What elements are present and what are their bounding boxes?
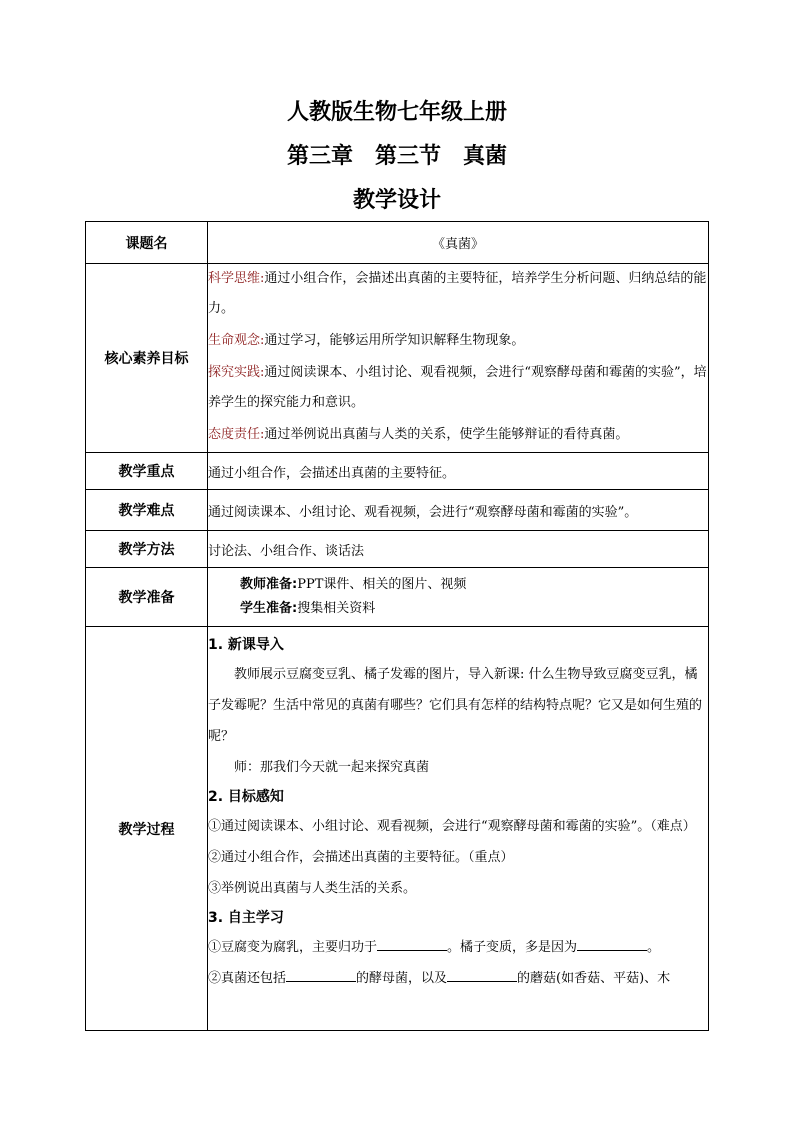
answer-blank — [447, 969, 517, 982]
core-goal-key: 探究实践: — [208, 365, 265, 380]
question-text: 。 — [647, 940, 661, 955]
topic-label: 课题名 — [86, 222, 208, 264]
difficulty-label: 教学难点 — [86, 490, 208, 531]
section-heading: 2. 目标感知 — [208, 789, 284, 805]
student-prep — [208, 597, 708, 621]
question-text: ②真菌还包括 — [208, 971, 287, 986]
question-text: 的蘑菇(如香菇、平菇)、木 — [517, 971, 671, 986]
question-text: 。橘子变质，多是因为 — [447, 940, 578, 955]
document-header — [0, 98, 794, 212]
table-row-key-point — [86, 453, 709, 490]
difficulty-value: 通过阅读课本、小组讨论、观看视频，会进行“观察酵母菌和霉菌的实验”。 — [208, 490, 709, 531]
teacher-prep-key: 教师准备: — [240, 577, 298, 592]
preparation-label: 教学准备 — [86, 568, 208, 627]
table-row-process — [86, 627, 709, 1031]
core-goals-label: 核心素养目标 — [86, 264, 208, 453]
core-goal-text: 通过阅读课本、小组讨论、观看视频，会进行“观察酵母菌和霉菌的实验”，培养学生的探究能力和意识。 — [208, 365, 707, 410]
table-row-preparation — [86, 568, 709, 627]
chapter-title: 第三章 第三节 真菌 — [286, 144, 507, 169]
core-goal-item — [208, 420, 708, 450]
table-row-method — [86, 531, 709, 568]
doc-type-title: 教学设计 — [352, 188, 441, 213]
answer-blank — [286, 969, 356, 982]
core-goal-text: 通过学习，能够运用所学知识解释生物现象。 — [264, 333, 525, 348]
method-value: 讨论法、小组合作、谈话法 — [208, 531, 709, 568]
student-prep-key: 学生准备: — [240, 601, 298, 616]
intro-paragraph: 教师展示豆腐变豆乳、橘子发霉的图片，导入新课: 什么生物导致豆腐变豆乳，橘子发霉呢？生活中常见的真菌有哪些？它们具有怎样的结构特点呢？它又是如何生殖的呢？ — [208, 667, 703, 744]
core-goals-content — [208, 264, 709, 453]
preparation-content — [208, 568, 709, 627]
goal-item: ①通过阅读课本、小组讨论、观看视频，会进行“观察酵母菌和霉菌的实验”。（难点） — [208, 819, 696, 834]
student-prep-value: 搜集相关资料 — [297, 601, 376, 616]
answer-blank — [577, 938, 647, 951]
question-item — [208, 932, 708, 963]
section-heading: 1. 新课导入 — [208, 637, 284, 653]
teacher-prep — [208, 573, 708, 597]
process-label: 教学过程 — [86, 627, 208, 1031]
teacher-line: 师：那我们今天就一起来探究真菌 — [234, 760, 430, 775]
key-point-value: 通过小组合作，会描述出真菌的主要特征。 — [208, 453, 709, 490]
core-goal-item — [208, 358, 708, 418]
document-title: 人教版生物七年级上册 — [286, 100, 507, 125]
key-point-label: 教学重点 — [86, 453, 208, 490]
core-goal-text: 通过小组合作，会描述出真菌的主要特征，培养学生分析问题、归纳总结的能力。 — [208, 271, 707, 316]
question-text: ①豆腐变为腐乳，主要归功于 — [208, 940, 378, 955]
goal-item: ③举例说出真菌与人类生活的关系。 — [208, 881, 417, 896]
core-goal-text: 通过举例说出真菌与人类的关系，使学生能够辩证的看待真菌。 — [264, 427, 629, 442]
answer-blank — [377, 938, 447, 951]
core-goal-key: 科学思维: — [208, 271, 265, 286]
table-row-topic — [86, 222, 709, 264]
core-goal-item — [208, 264, 708, 324]
core-goal-key: 态度责任: — [208, 427, 265, 442]
topic-value: 《真菌》 — [208, 222, 709, 264]
table-row-difficulty — [86, 490, 709, 531]
teacher-prep-value: PPT课件、相关的图片、视频 — [297, 577, 467, 592]
question-item — [208, 963, 708, 994]
section-heading: 3. 自主学习 — [208, 910, 284, 926]
core-goal-item — [208, 326, 708, 356]
method-label: 教学方法 — [86, 531, 208, 568]
process-content — [208, 627, 709, 1031]
goal-item: ②通过小组合作，会描述出真菌的主要特征。（重点） — [208, 850, 514, 865]
question-text: 的酵母菌，以及 — [356, 971, 448, 986]
lesson-plan-table — [85, 221, 709, 1031]
core-goal-key: 生命观念: — [208, 333, 265, 348]
table-row-core-goals — [86, 264, 709, 453]
